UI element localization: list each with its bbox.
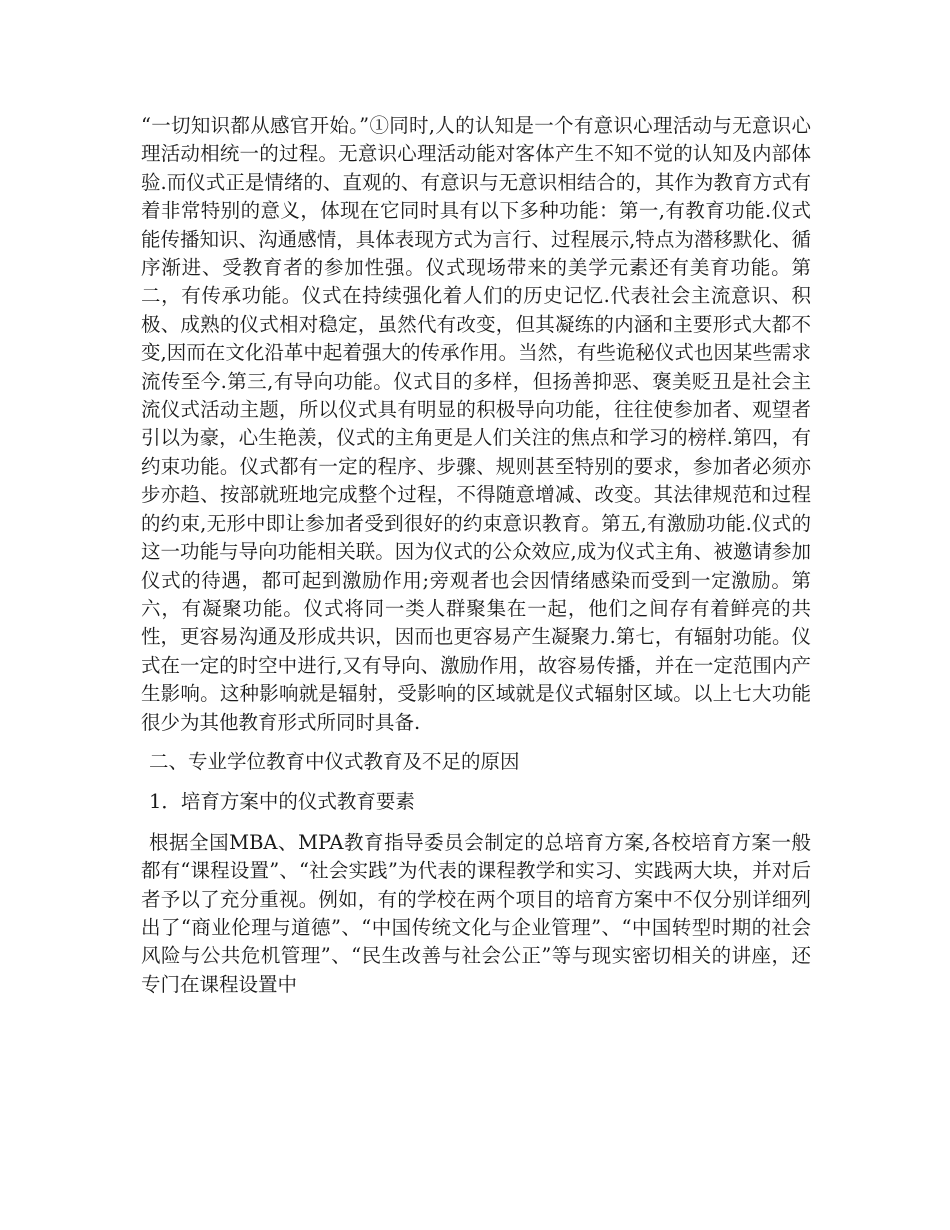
- section-heading: 二、专业学位教育中仪式教育及不足的原因: [149, 749, 520, 773]
- document-page: [141, 112, 811, 999]
- body-paragraph-functions-of-ritual: “一切知识都从感官开始。”①同时,人的认知是一个有意识心理活动与无意识心理活动相统一的过程。无意识心理活动能对客体产生不知不觉的认知及内部体验.而仪式正是情绪的、直观的、有意识与无意识相结合的，其作为教育方式有着非常特别的意义，体现在它同时具有以下多种功能：第一,有教育功能.仪式能传播知识、沟通感情，具体表现方式为言行、过程展示,特点为潜移默化、循序渐进、受教育者的参加性强。仪式现场带来的美学元素还有美育功能。第二，有传承功能。仪式在持续强化着人们的历史记忆.代表社会主流意识、积极、成熟的仪式相对稳定，虽然代有改变，但其凝练的内涵和主要形式大都不变,因而在文化沿革中起着强大的传承作用。当然，有些诡秘仪式也因某些需求流传至今.第三,有导向功能。仪式目的多样，但扬善抑恶、褒美贬丑是社会主流仪式活动主题，所以仪式具有明显的积极导向功能，往往使参加者、观望者引以为豪，心生艳羡，仪式的主角更是人们关注的焦点和学习的榜样.第四，有约束功能。仪式都有一定的程序、步骤、规则甚至特别的要求，参加者必须亦步亦趋、按部就班地完成整个过程，不得随意增减、改变。其法律规范和过程的约束,无形中即让参加者受到很好的约束意识教育。第五,有激励功能.仪式的这一功能与导向功能相关联。因为仪式的公众效应,成为仪式主角、被邀请参加仪式的待遇，都可起到激励作用;旁观者也会因情绪感染而受到一定激励。第六，有凝聚功能。仪式将同一类人群聚集在一起，他们之间存有着鲜亮的共性，更容易沟通及形成共识，因而也更容易产生凝聚力.第七，有辐射功能。仪式在一定的时空中进行,又有导向、激励作用，故容易传播，并在一定范围内产生影响。这种影响就是辐射，受影响的区域就是仪式辐射区域。以上七大功能很少为其他教育形式所同时具备.: [141, 114, 811, 734]
- subsection-heading: 1．培育方案中的仪式教育要素: [149, 790, 415, 814]
- body-paragraph-training-program: 根据全国MBA、MPA教育指导委员会制定的总培育方案,各校培育方案一般都有“课程设置”、“社会实践”为代表的课程教学和实习、实践两大块，并对后者予以了充分重视。例如，有的学校在两个项目的培育方案中不仅分别详细列出了“商业伦理与道德”、“中国传统文化与企业管理”、“中国转型时期的社会风险与公共危机管理”、“民生改善与社会公正”等与现实密切相关的讲座，还专门在课程设置中: [141, 830, 811, 996]
